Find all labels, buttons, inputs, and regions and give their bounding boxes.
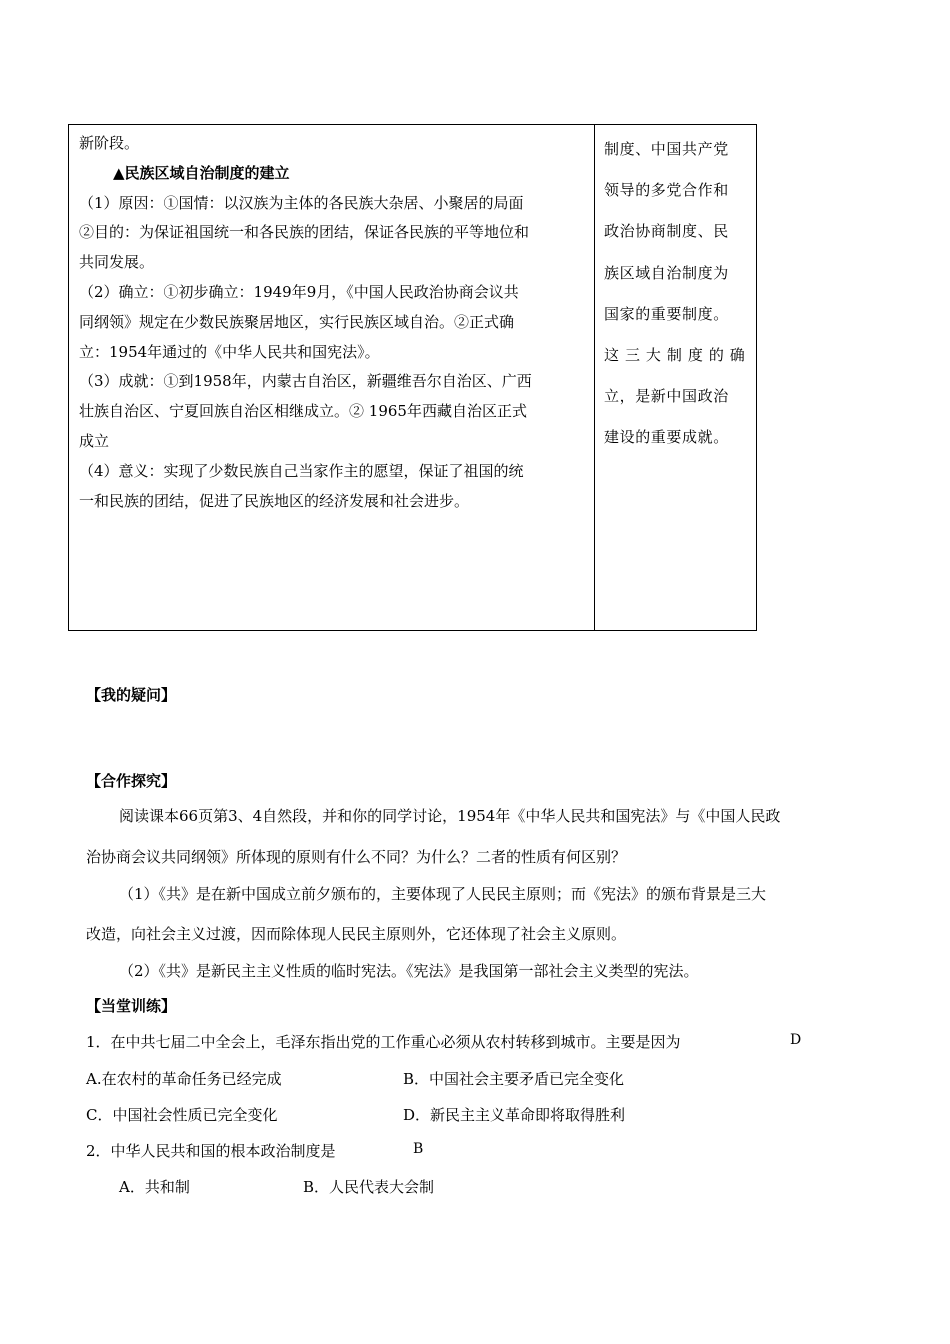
table-line: 成立 (79, 431, 110, 450)
table-line: ②目的：为保证祖国统一和各民族的团结，保证各民族的平等地位和 (79, 223, 530, 242)
option-c: C．中国社会性质已完全变化 (86, 1106, 278, 1124)
content-table (68, 124, 757, 631)
table-note-line: 族区域自治制度为 (604, 263, 729, 282)
answer-line: （1）《共》是在新中国成立前夕颁布的，主要体现了人民民主原则；而《宪法》的颁布背景是三大 (119, 885, 767, 903)
table-line: 同纲领》规定在少数民族聚居地区，实行民族区域自治。②正式确 (79, 312, 515, 331)
question-line: 阅读课本66页第3、4自然段，并和你的同学讨论，1954年《中华人民共和国宪法》与《中国人民政 (119, 807, 781, 825)
table-line: 共同发展。 (79, 253, 155, 272)
table-note-line: 立，是新中国政治 (604, 387, 729, 406)
table-right-cell (604, 129, 752, 459)
section-title-training: 【当堂训练】 (86, 997, 177, 1015)
section-heading: ▲民族区域自治制度的建立 (113, 163, 290, 182)
table-line: （3）成就：①到1958年，内蒙古自治区，新疆维吾尔自治区、广西 (79, 372, 532, 391)
question-stem: 1．在中共七届二中全会上，毛泽东指出党的工作重心必须从农村转移到城市。主要是因为 (86, 1033, 681, 1051)
table-line: 立：1954年通过的《中华人民共和国宪法》。 (79, 342, 380, 361)
table-line: 壮族自治区、宁夏回族自治区相继成立。② 1965年西藏自治区正式 (79, 402, 527, 421)
section-title-my-questions: 【我的疑问】 (86, 686, 177, 704)
question-line: 治协商会议共同纲领》所体现的原则有什么不同？为什么？二者的性质有何区别？ (86, 848, 627, 866)
option-a: A．共和制 (119, 1178, 190, 1196)
answer-line: 改造，向社会主义过渡，因而除体现人民民主原则外，它还体现了社会主义原则。 (86, 925, 627, 943)
question-answer: D (790, 1032, 802, 1048)
table-note-line: 制度、中国共产党 (604, 140, 729, 158)
table-line: 一和民族的团结，促进了民族地区的经济发展和社会进步。 (79, 491, 470, 510)
option-b: B．人民代表大会制 (303, 1178, 435, 1196)
table-line: 新阶段。 (79, 134, 140, 152)
table-note-line: 领导的多党合作和 (604, 181, 729, 200)
section-title-cooperation: 【合作探究】 (86, 772, 177, 790)
table-note-line: 建设的重要成就。 (604, 428, 729, 447)
table-note-line: 国家的重要制度。 (604, 304, 729, 323)
answer-line: （2）《共》是新民主主义性质的临时宪法。《宪法》是我国第一部社会主义类型的宪法。 (119, 962, 699, 980)
question-answer: B (413, 1141, 424, 1157)
table-note-line: 这 三 大 制 度 的 确 (604, 345, 746, 364)
option-a: A.在农村的革命任务已经完成 (86, 1070, 282, 1088)
option-b: B．中国社会主要矛盾已完全变化 (403, 1070, 625, 1088)
table-left-cell (79, 129, 587, 516)
table-line: （4）意义：实现了少数民族自己当家作主的愿望，保证了祖国的统 (79, 461, 524, 480)
question-stem: 2．中华人民共和国的根本政治制度是 (86, 1142, 336, 1160)
column-divider (594, 125, 595, 630)
table-line: （1）原因：①国情：以汉族为主体的各民族大杂居、小聚居的局面 (79, 193, 524, 212)
option-d: D．新民主主义革命即将取得胜利 (403, 1106, 626, 1124)
table-line: （2）确立：①初步确立：1949年9月，《中国人民政治协商会议共 (79, 282, 519, 301)
table-note-line: 政治协商制度、民 (604, 222, 729, 241)
